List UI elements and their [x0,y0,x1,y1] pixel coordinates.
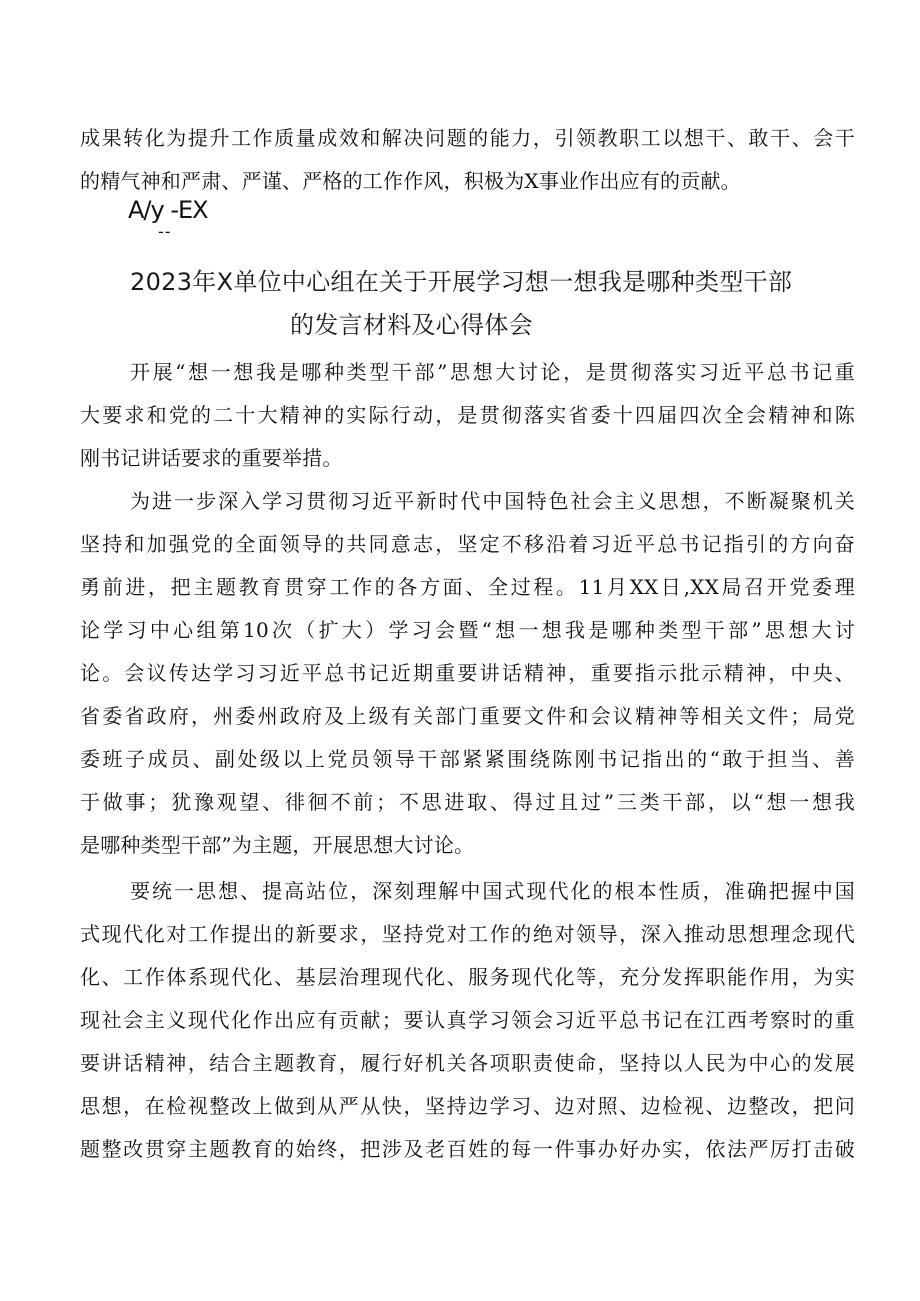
text-line: 大要求和党的二十大精神的实际行动，是贯彻落实省委十四届四次全会精神和陈 [80,403,855,427]
text-line: 思想，在检视整改上做到从严从快，坚持边学习、边对照、边检视、边整改，把问 [80,1094,855,1118]
text-line: 论学习中心组第10次（扩大）学习会暨“想一想我是哪种类型干部”思想大讨 [80,618,855,642]
scan-mark-sub: -- [158,222,172,241]
text-line: 是哪种类型干部”为主题，开展思想大讨论。 [80,833,475,857]
text-line: 式现代化对工作提出的新要求，坚持党对工作的绝对领导，深入推动思想理念现代 [80,922,855,946]
text-line: 勇前进，把主题教育贯穿工作的各方面、全过程。11月XX日,XX局召开党委理 [80,575,855,599]
text-line: 成果转化为提升工作质量成效和解决问题的能力，引领教职工以想干、敢干、会干 [80,126,855,150]
text-line: 化、工作体系现代化、基层治理现代化、服务现代化等，充分发挥职能作用，为实 [80,965,855,989]
text-line: 现社会主义现代化作出应有贡献；要认真学习领会习近平总书记在江西考察时的重 [80,1008,855,1032]
text-line: 要统一思想、提高站位，深刻理解中国式现代化的根本性质，准确把握中国 [130,879,855,903]
text-line: 要讲话精神，结合主题教育，履行好机关各项职责使命，坚持以人民为中心的发展 [80,1051,855,1075]
text-line: 省委省政府，州委州政府及上级有关部门重要文件和会议精神等相关文件；局党 [80,704,855,728]
document-title-line-1: 2023年X单位中心组在关于开展学习想一想我是哪种类型干部 [130,268,793,296]
text-line: 为进一步深入学习贯彻习近平新时代中国特色社会主义思想，不断凝聚机关 [130,489,855,513]
text-line: 论。会议传达学习习近平总书记近期重要讲话精神，重要指示批示精神，中央、 [80,661,855,685]
text-line: 开展“想一想我是哪种类型干部”思想大讨论，是贯彻落实习近平总书记重 [130,360,855,384]
scan-mark: A∕y -EX [128,196,208,224]
text-line: 的精气神和严肃、严谨、严格的工作作风，积极为X事业作出应有的贡献。 [80,169,741,193]
text-line: 题整改贯穿主题教育的始终，把涉及老百姓的每一件事办好办实，依法严厉打击破 [80,1137,855,1161]
document-title-line-2: 的发言材料及心得体会 [290,311,533,339]
text-line: 坚持和加强党的全面领导的共同意志，坚定不移沿着习近平总书记指引的方向奋 [80,532,855,556]
text-line: 刚书记讲话要求的重要举措。 [80,446,343,470]
text-line: 委班子成员、副处级以上党员领导干部紧紧围绕陈刚书记指出的“敢于担当、善 [80,747,855,771]
text-line: 于做事；犹豫观望、徘徊不前；不思进取、得过且过”三类干部，以“想一想我 [80,790,855,814]
